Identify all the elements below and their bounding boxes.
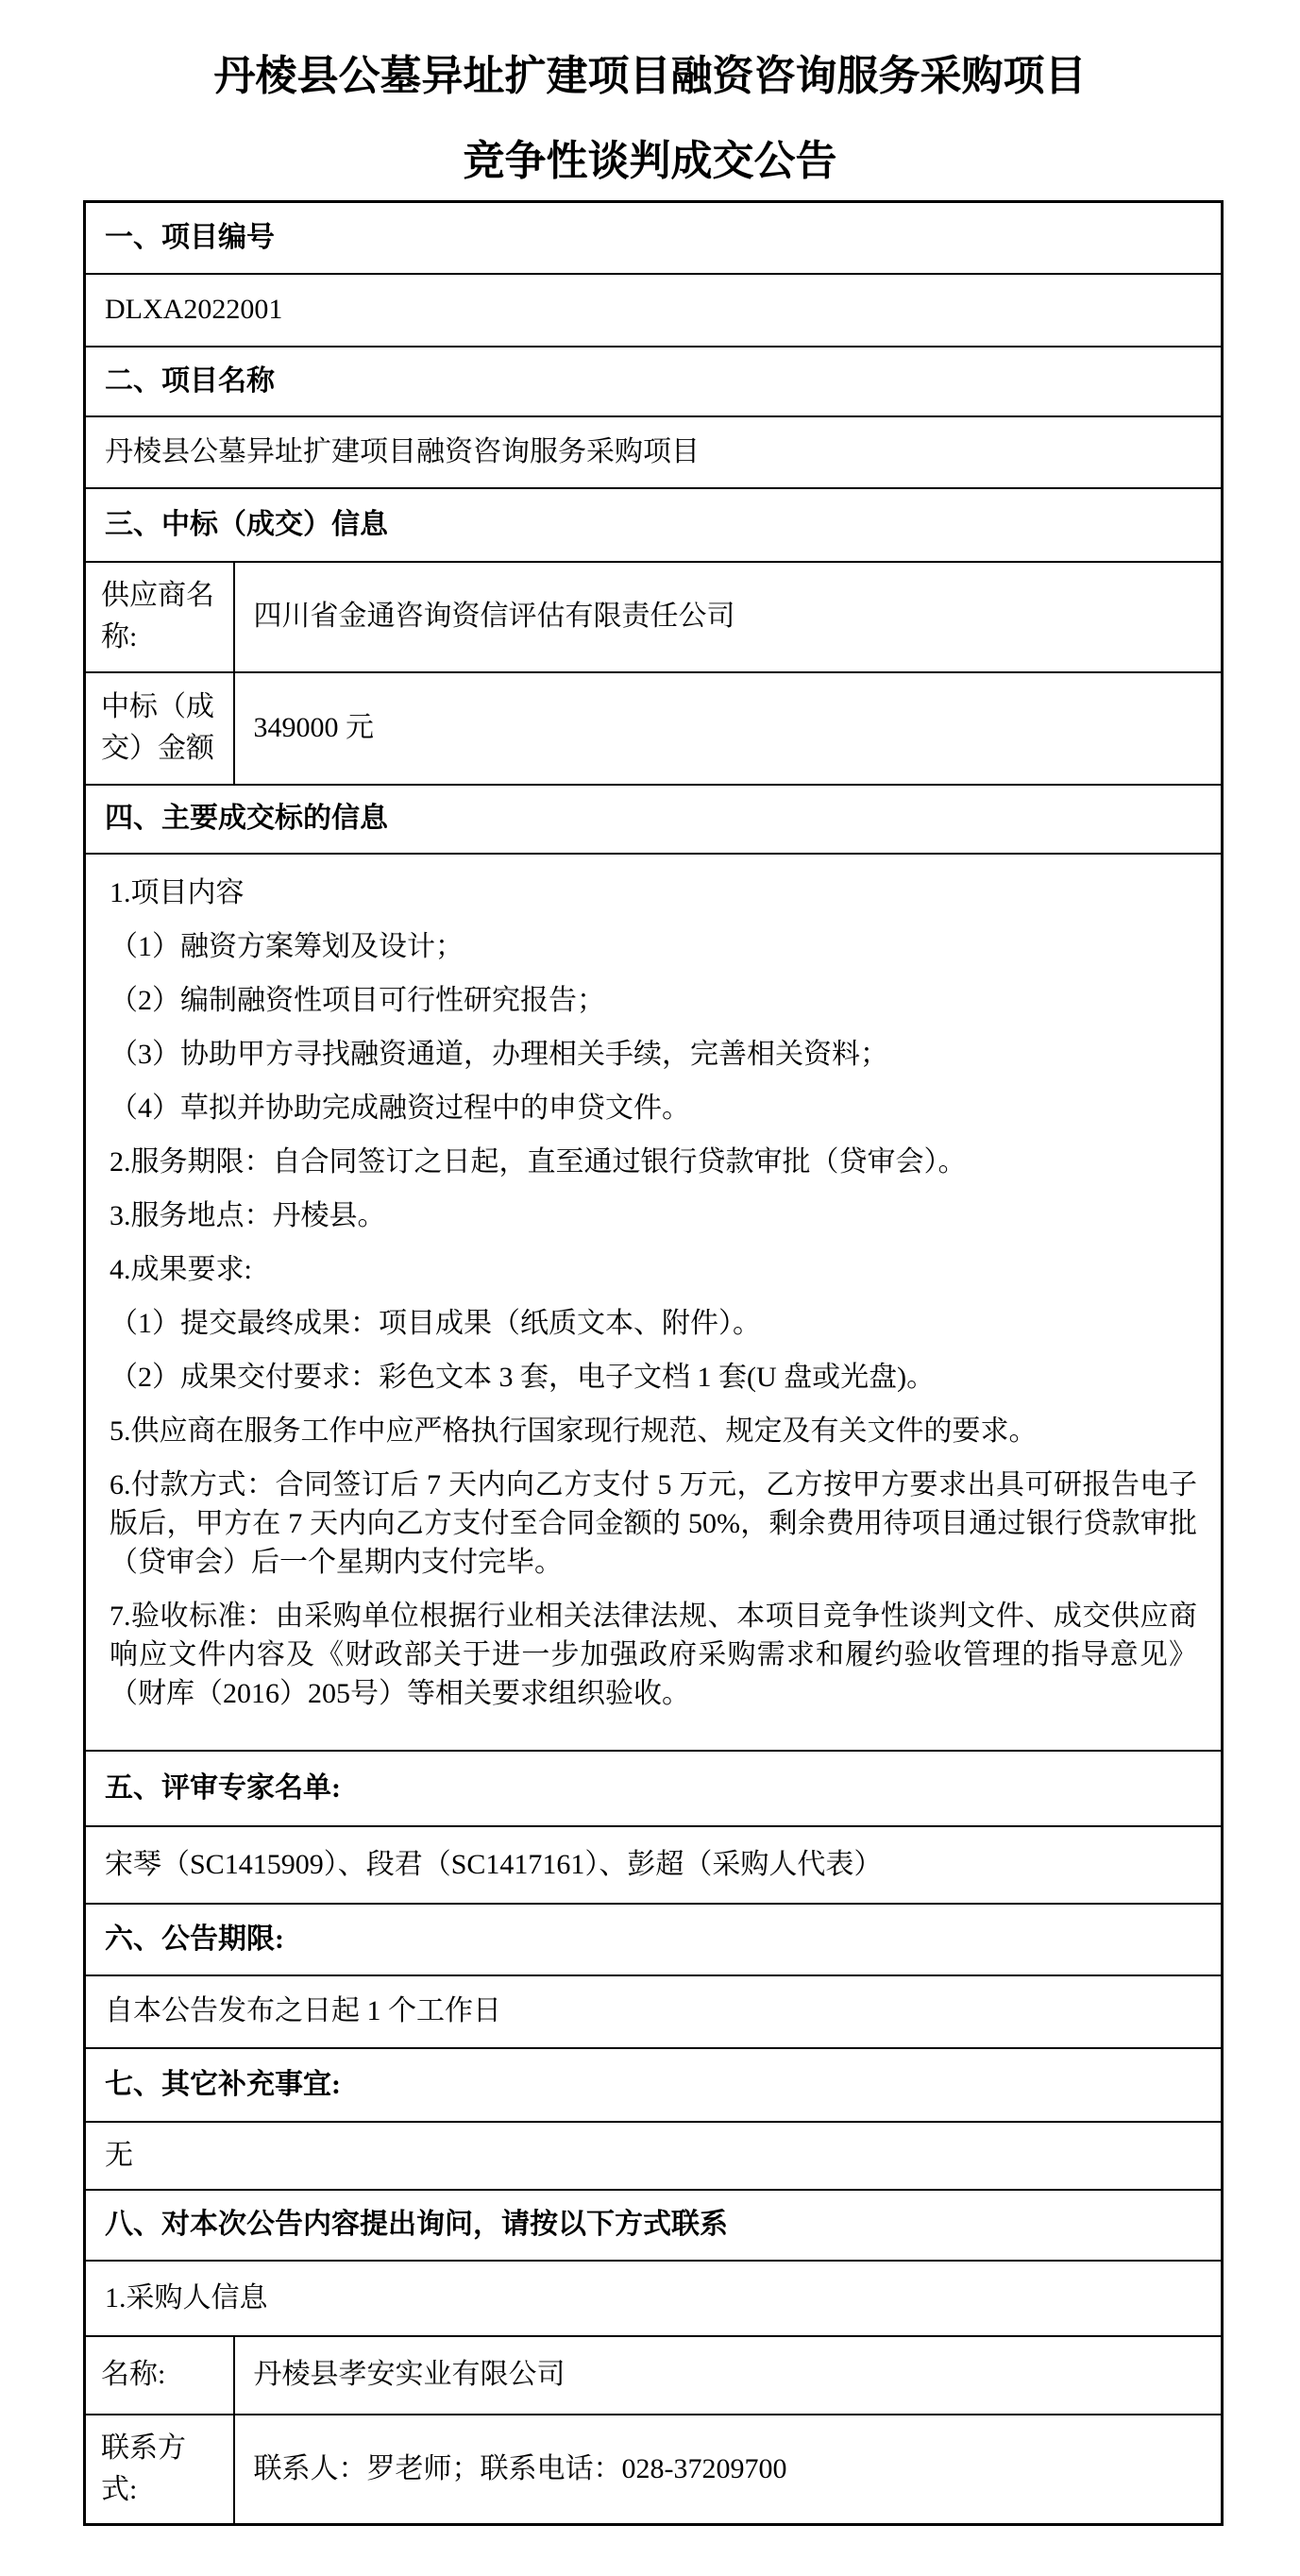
- detail-paragraph: 6.付款方式：合同签订后 7 天内向乙方支付 5 万元，乙方按甲方要求出具可研报告电子版后，甲方在 7 天内向乙方支付至合同金额的 50%，剩余费用待项目通过银行贷款审批（贷审会）后一个星期内支付完毕。: [110, 1468, 1197, 1578]
- section-2-heading: 二、项目名称: [85, 347, 1223, 416]
- detail-paragraph: （3）协助甲方寻找融资通道，办理相关手续，完善相关资料；: [110, 1038, 888, 1070]
- detail-paragraph: （2）编制融资性项目可行性研究报告；: [110, 984, 605, 1016]
- award-amount-value: 349000 元: [234, 672, 1223, 785]
- project-name-row: [85, 416, 1223, 488]
- section-1-heading-row: [85, 202, 1223, 274]
- detail-paragraph: 5.供应商在服务工作中应严格执行国家现行规范、规定及有关文件的要求。: [110, 1415, 1038, 1447]
- section-6-heading: 六、公告期限:: [85, 1904, 1223, 1975]
- announcement-table: [83, 200, 1224, 2526]
- page-title: 丹棱县公墓异址扩建项目融资咨询服务采购项目: [213, 53, 1087, 99]
- page-subtitle: 竞争性谈判成交公告: [463, 138, 837, 184]
- section-8-heading-row: [85, 2190, 1223, 2261]
- detail-paragraph: （1）融资方案筹划及设计；: [110, 930, 464, 962]
- section-3-heading: 三、中标（成交）信息: [85, 488, 1223, 562]
- deal-details-cell: [85, 854, 1223, 1751]
- section-4-heading: 四、主要成交标的信息: [85, 785, 1223, 854]
- purchaser-name-row: [85, 2336, 1223, 2415]
- section-1-heading: 一、项目编号: [85, 202, 1223, 274]
- announcement-period-value: 自本公告发布之日起 1 个工作日: [85, 1975, 1223, 2048]
- contact-row: [85, 2415, 1223, 2525]
- purchaser-name-value: 丹棱县孝安实业有限公司: [234, 2336, 1223, 2415]
- other-matters-row: [85, 2122, 1223, 2190]
- section-7-heading-row: [85, 2048, 1223, 2122]
- detail-paragraph: （4）草拟并协助完成融资过程中的申贷文件。: [110, 1092, 690, 1124]
- award-amount-label: 中标（成交）金额: [85, 672, 234, 785]
- purchaser-info-row: [85, 2261, 1223, 2336]
- detail-paragraph: 3.服务地点：丹棱县。: [110, 1199, 386, 1231]
- deal-details-row: [85, 854, 1223, 1751]
- detail-paragraph: 2.服务期限：自合同签订之日起，直至通过银行贷款审批（贷审会）。: [110, 1145, 967, 1178]
- supplier-name-value: 四川省金通咨询资信评估有限责任公司: [234, 562, 1223, 672]
- detail-paragraph: （2）成果交付要求：彩色文本 3 套，电子文档 1 套(U 盘或光盘)。: [110, 1361, 936, 1393]
- detail-paragraph: 1.项目内容: [110, 876, 245, 908]
- section-2-heading-row: [85, 347, 1223, 416]
- purchaser-name-label: 名称:: [85, 2336, 234, 2415]
- contact-label: 联系方式:: [85, 2415, 234, 2525]
- detail-paragraph: 4.成果要求:: [110, 1253, 252, 1285]
- detail-paragraph: （1）提交最终成果：项目成果（纸质文本、附件）。: [110, 1307, 761, 1339]
- purchaser-info-label: 1.采购人信息: [85, 2261, 1223, 2336]
- section-7-heading: 七、其它补充事宜:: [85, 2048, 1223, 2122]
- section-8-heading: 八、对本次公告内容提出询问，请按以下方式联系: [85, 2190, 1223, 2261]
- section-3-heading-row: [85, 488, 1223, 562]
- announcement-period-row: [85, 1975, 1223, 2048]
- other-matters-value: 无: [85, 2122, 1223, 2190]
- section-5-heading-row: [85, 1751, 1223, 1826]
- supplier-name-label: 供应商名称:: [85, 562, 234, 672]
- project-number-value: DLXA2022001: [85, 274, 1223, 347]
- supplier-name-row: [85, 562, 1223, 672]
- contact-value: 联系人：罗老师；联系电话：028-37209700: [234, 2415, 1223, 2525]
- section-4-heading-row: [85, 785, 1223, 854]
- experts-value: 宋琴（SC1415909）、段君（SC1417161）、彭超（采购人代表）: [85, 1826, 1223, 1904]
- section-6-heading-row: [85, 1904, 1223, 1975]
- detail-paragraph: 7.验收标准：由采购单位根据行业相关法律法规、本项目竞争性谈判文件、成交供应商响应文件内容及《财政部关于进一步加强政府采购需求和履约验收管理的指导意见》（财库（2016）205号）等相关要求组织验收。: [110, 1600, 1197, 1709]
- project-name-value: 丹棱县公墓异址扩建项目融资咨询服务采购项目: [85, 416, 1223, 488]
- award-amount-row: [85, 672, 1223, 785]
- section-5-heading: 五、评审专家名单:: [85, 1751, 1223, 1826]
- project-number-row: [85, 274, 1223, 347]
- experts-row: [85, 1826, 1223, 1904]
